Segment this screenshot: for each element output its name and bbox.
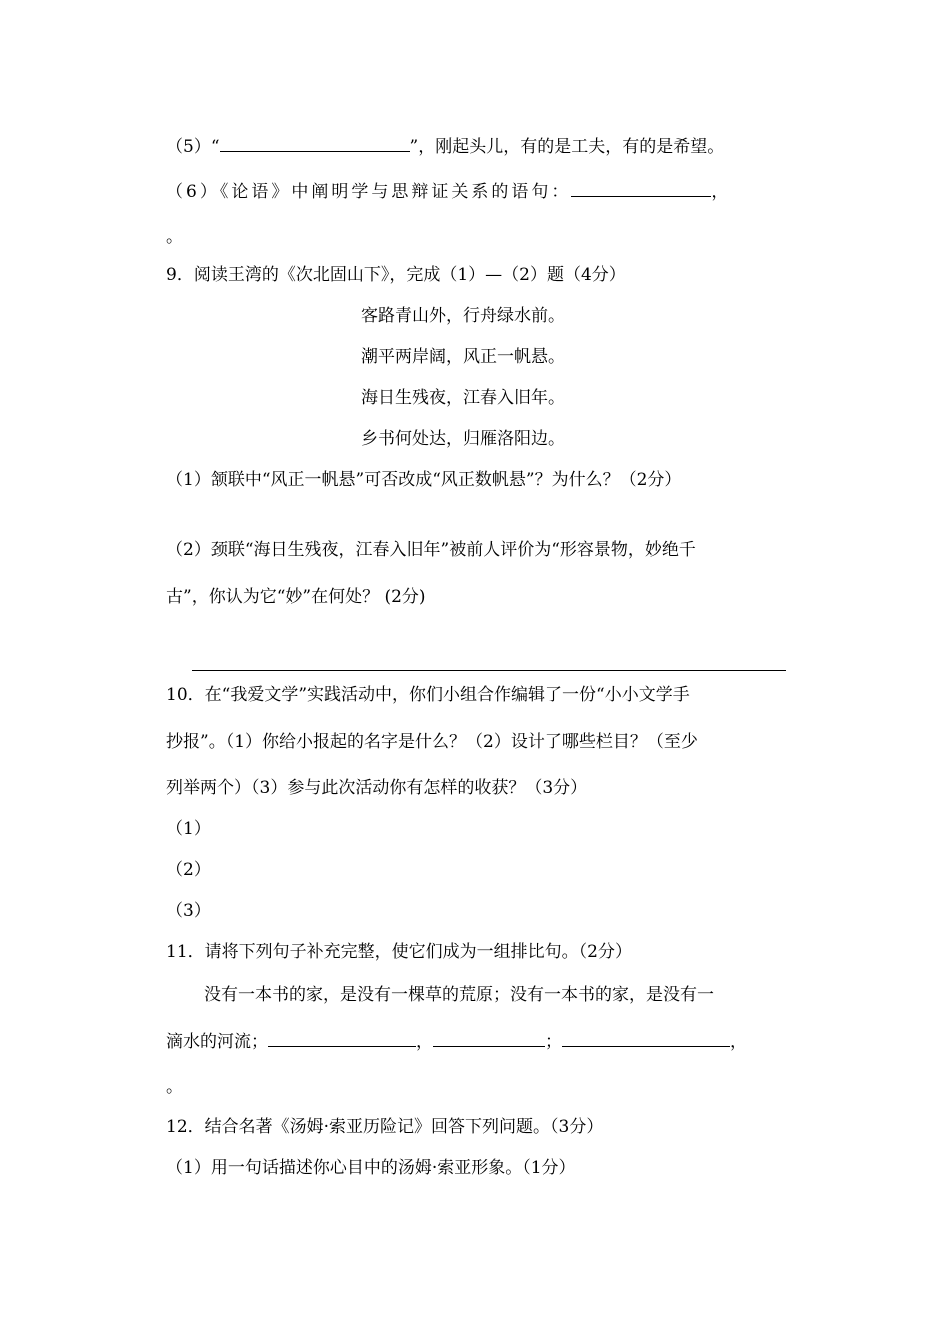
q8-item6-text: （6）《论语》中阐明学与思辩证关系的语句： xyxy=(166,182,572,202)
q8-item6 xyxy=(166,180,731,202)
q8-item5 xyxy=(166,135,724,157)
q8-item5-suffix: ”，刚起头儿，有的是工夫，有的是希望。 xyxy=(409,137,725,157)
q10-line1: 10．在“我爱文学”实践活动中，你们小组合作编辑了一份“小小文学手 xyxy=(166,685,690,705)
q9-stem: 9．阅读王湾的《次北固山下》，完成（1）—（2）题（4分） xyxy=(166,265,626,285)
q10-answer-2: （2） xyxy=(166,860,211,880)
q11-line1: 没有一本书的家，是没有一棵草的荒原；没有一本书的家，是没有一 xyxy=(204,985,714,1005)
q9-sub2-line1: （2）颈联“海日生残夜，江春入旧年”被前人评价为“形容景物，妙绝千 xyxy=(166,540,696,560)
q11-line2 xyxy=(166,1030,747,1052)
q11-sep-1: ， xyxy=(416,1032,433,1052)
q11-stem: 11．请将下列句子补充完整，使它们成为一组排比句。（2分） xyxy=(166,942,632,962)
q11-end: 。 xyxy=(166,1077,183,1097)
q11-sep-3: ， xyxy=(730,1032,747,1052)
q12-sub1: （1）用一句话描述你心目中的汤姆·索亚形象。（1分） xyxy=(166,1158,576,1178)
q8-item5-blank[interactable] xyxy=(220,135,410,152)
q9-sub2-line2: 古”，你认为它“妙”在何处？ (2分) xyxy=(166,587,426,607)
q9-answer-line[interactable] xyxy=(192,670,786,671)
q9-poem-line-1: 客路青山外，行舟绿水前。 xyxy=(361,306,565,326)
q9-sub1: （1）颔联中“风正一帆悬”可否改成“风正数帆悬”？为什么？（2分） xyxy=(166,470,682,490)
q10-answer-3: （3） xyxy=(166,901,211,921)
q11-blank-1[interactable] xyxy=(268,1030,416,1047)
q8-item5-prefix: （5）“ xyxy=(166,137,220,157)
q8-item6-blank[interactable] xyxy=(571,180,711,197)
q10-answer-1: （1） xyxy=(166,819,211,839)
q8-item6-comma: ， xyxy=(711,182,732,202)
q8-item6-end: 。 xyxy=(166,227,183,247)
q9-poem-line-4: 乡书何处达，归雁洛阳边。 xyxy=(361,429,565,449)
q9-poem-line-2: 潮平两岸阔，风正一帆悬。 xyxy=(361,347,565,367)
q10-line3: 列举两个）（3）参与此次活动你有怎样的收获？（3分） xyxy=(166,778,588,798)
q12-stem: 12．结合名著《汤姆·索亚历险记》回答下列问题。（3分） xyxy=(166,1117,604,1137)
q11-blank-3[interactable] xyxy=(562,1030,730,1047)
q11-line2-prefix: 滴水的河流； xyxy=(166,1032,268,1052)
q9-poem-line-3: 海日生残夜，江春入旧年。 xyxy=(361,388,565,408)
q11-sep-2: ； xyxy=(545,1032,562,1052)
q11-blank-2[interactable] xyxy=(433,1030,545,1047)
q10-line2: 抄报”。（1）你给小报起的名字是什么？（2）设计了哪些栏目？（至少 xyxy=(166,732,698,752)
